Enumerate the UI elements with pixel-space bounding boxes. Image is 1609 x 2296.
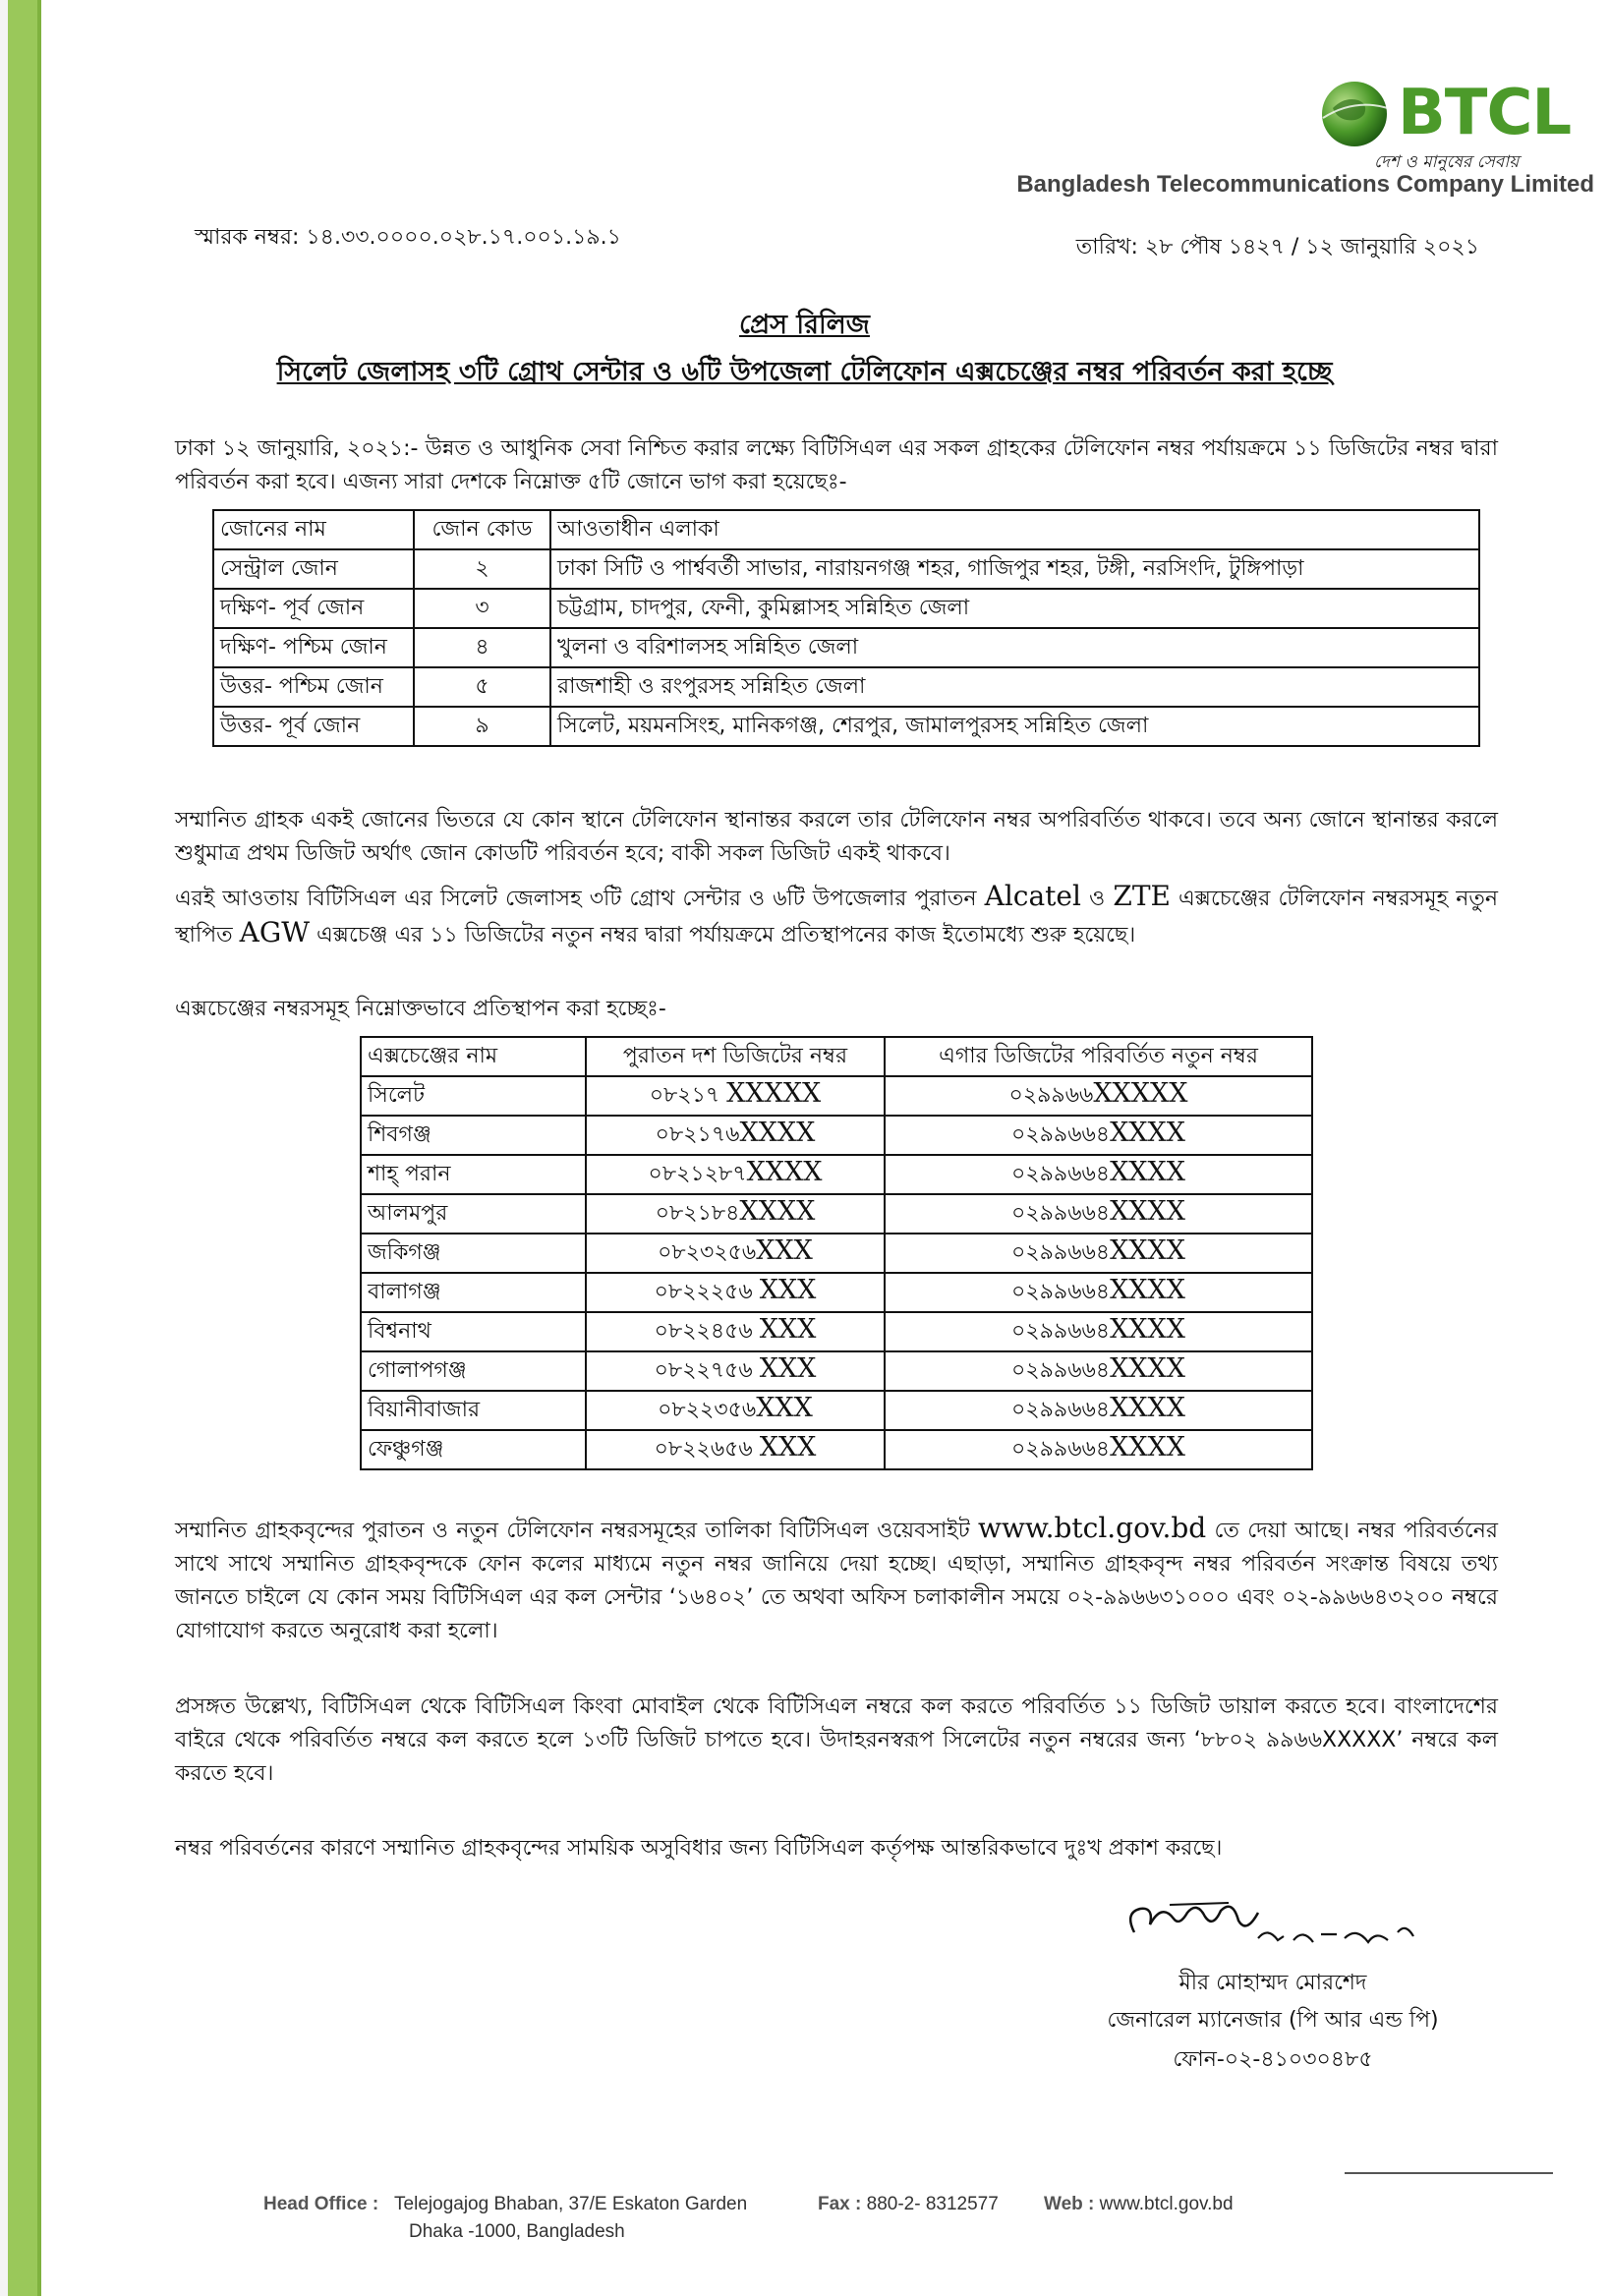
table-row (213, 667, 1479, 707)
new-mask: XXXX (1110, 1234, 1185, 1266)
old-mask: XXX (759, 1431, 817, 1463)
footer-web-link[interactable]: www.btcl.gov.bd (1099, 2194, 1234, 2214)
fax-number: 880-2- 8312577 (866, 2194, 999, 2214)
new-prefix: ০২৯৯৬৬৪ (1011, 1279, 1111, 1304)
dialing-paragraph: প্রসঙ্গত উল্লেখ্য, বিটিসিএল থেকে বিটিসিএল কিংবা মোবাইল থেকে বিটিসিএল নম্বরে কল করতে পরিবর্তিত ১১ ডিজিট ডায়াল করতে হবে। বাংলাদেশের বাইরে থেকে পরিবর্তিত নম্বরে কল করতে হলে ১৩টি ডিজিট চাপতে হবে। উদাহরনস্বরূপ সিলেটের নতুন নম্বরের জন্য ‘৮৮০২ ৯৯৬৬XXXXX’ নম্বরে কল করতে হবে। (175, 1694, 1498, 1786)
old-mask: XXX (756, 1234, 813, 1266)
new-number (885, 1234, 1312, 1273)
exchange-name: ফেঞ্চুগঞ্জ (361, 1430, 586, 1469)
zone-header-area: আওতাধীন এলাকা (550, 510, 1479, 549)
zone-name: দক্ষিণ- পশ্চিম জোন (213, 628, 414, 667)
new-number (885, 1116, 1312, 1155)
alcatel-label: Alcatel (984, 880, 1081, 912)
table-row (361, 1234, 1312, 1273)
handwritten-signature (1111, 1883, 1455, 1972)
new-prefix: ০২৯৯৬৬ (1008, 1082, 1094, 1108)
signatory-name: মীর মোহাম্মদ মোরশেদ (1178, 1971, 1367, 1995)
website-link[interactable]: www.btcl.gov.bd (977, 1512, 1207, 1544)
exchange-name: বিশ্বনাথ (361, 1312, 586, 1351)
new-number (885, 1273, 1312, 1312)
website-text-a: সম্মানিত গ্রাহকবৃন্দের পুরাতন ও নতুন টেলিফোন নম্বরসমূহের তালিকা বিটিসিএল ওয়েবসাইট (175, 1519, 978, 1543)
memo-reference: স্মারক নম্বর: ১৪.৩৩.০০০০.০২৮.১৭.০০১.১৯.১ (195, 225, 621, 250)
old-mask: XXX (759, 1274, 817, 1305)
replacement-text-b: ও (1080, 887, 1114, 911)
replacement-paragraph (175, 880, 1498, 952)
old-prefix: ০৮২২৭৫৬ (654, 1357, 760, 1383)
old-prefix: ০৮২৩২৫৬ (658, 1239, 757, 1265)
zte-label: ZTE (1113, 880, 1171, 912)
table-row (361, 1194, 1312, 1234)
old-prefix: ০৮২১৭ (649, 1082, 727, 1108)
old-number (586, 1155, 885, 1194)
replacement-text-d: এক্সচেঞ্জ এর ১১ ডিজিটের নতুন নম্বর দ্বারা পর্যায়ক্রমে প্রতিস্থাপনের কাজ ইতোমধ্যে শুরু হয়েছে। (310, 923, 1136, 947)
exchange-intro: এক্সচেঞ্জের নম্বরসমূহ নিম্নোক্তভাবে প্রতিস্থাপন করা হচ্ছেঃ- (175, 997, 666, 1021)
signatory-designation: জেনারেল ম্যানেজার (পি আর এন্ড পি) (1107, 2008, 1439, 2033)
exchange-name: বিয়ানীবাজার (361, 1391, 586, 1430)
intro-paragraph: ঢাকা ১২ জানুয়ারি, ২০২১:- উন্নত ও আধুনিক সেবা নিশ্চিত করার লক্ষ্যে বিটিসিএল এর সকল গ্রাহকের টেলিফোন নম্বর পর্যায়ক্রমে ১১ ডিজিটের নম্বর দ্বারা পরিবর্তন করা হবে। এজন্য সারা দেশকে নিম্নোক্ত ৫টি জোনে ভাগ করা হয়েছেঃ- (175, 436, 1498, 494)
zone-area: সিলেট, ময়মনসিংহ, মানিকগঞ্জ, শেরপুর, জামালপুরসহ সন্নিহিত জেলা (550, 707, 1479, 746)
zone-code: ৩ (414, 589, 550, 628)
old-number (586, 1194, 885, 1234)
old-number (586, 1312, 885, 1351)
old-prefix: ০৮২১২৮৭ (648, 1161, 747, 1186)
new-mask: XXXX (1110, 1274, 1185, 1305)
btcl-logo (1016, 57, 1594, 204)
old-prefix: ০৮২২৬৫৬ (654, 1436, 760, 1462)
table-row (213, 707, 1479, 746)
press-release-heading: প্রেস রিলিজ (739, 310, 870, 340)
zone-code: ৯ (414, 707, 550, 746)
zone-note-paragraph: সম্মানিত গ্রাহক একই জোনের ভিতরে যে কোন স্থানে টেলিফোন স্থানান্তর করলে তার টেলিফোন নম্বর অপরিবর্তিত থাকবে। তবে অন্য জোনে স্থানান্তর করলে শুধুমাত্র প্রথম ডিজিট অর্থাৎ জোন কোডটি পরিবর্তন হবে; বাকী সকল ডিজিট একই থাকবে। (175, 808, 1498, 866)
memo-date: তারিখ: ২৮ পৌষ ১৪২৭ / ১২ জানুয়ারি ২০২১ (1075, 235, 1479, 259)
new-mask: XXXX (1110, 1352, 1185, 1384)
brand-tagline: দেশ ও মানুষের সেবায় (1374, 152, 1520, 172)
exchange-table (360, 1036, 1313, 1470)
new-prefix: ০২৯৯৬৬৪ (1011, 1200, 1111, 1226)
old-mask: XXXX (746, 1156, 823, 1187)
old-prefix: ০৮২১৮৪ (655, 1200, 740, 1226)
table-row (361, 1155, 1312, 1194)
old-number (586, 1430, 885, 1469)
old-prefix: ০৮২২২৫৬ (654, 1279, 760, 1304)
new-number (885, 1351, 1312, 1391)
table-row (213, 589, 1479, 628)
new-prefix: ০২৯৯৬৬৪ (1011, 1357, 1111, 1383)
zone-table (212, 509, 1480, 747)
table-row (361, 1312, 1312, 1351)
new-prefix: ০২৯৯৬৬৪ (1011, 1161, 1111, 1186)
zone-name: উত্তর- পূর্ব জোন (213, 707, 414, 746)
zone-area: রাজশাহী ও রংপুরসহ সন্নিহিত জেলা (550, 667, 1479, 707)
old-mask: XXXX (739, 1117, 816, 1148)
old-mask: XXX (759, 1352, 817, 1384)
new-prefix: ০২৯৯৬৬৪ (1011, 1318, 1111, 1344)
zone-name: সেন্ট্রাল জোন (213, 549, 414, 589)
exchange-header-name: এক্সচেঞ্জের নাম (361, 1037, 586, 1076)
old-number (586, 1116, 885, 1155)
web-label: Web : (1044, 2194, 1095, 2214)
new-mask: XXXX (1110, 1156, 1185, 1187)
old-prefix: ০৮২১৭৬ (655, 1121, 740, 1147)
agw-label: AGW (239, 916, 311, 948)
globe-icon (1319, 79, 1390, 149)
new-number (885, 1194, 1312, 1234)
exchange-name: সিলেট (361, 1076, 586, 1116)
new-prefix: ০২৯৯৬৬৪ (1011, 1239, 1111, 1265)
footer-divider (1345, 2172, 1553, 2174)
table-row (361, 1351, 1312, 1391)
table-row (361, 1391, 1312, 1430)
zone-header-code: জোন কোড (414, 510, 550, 549)
new-prefix: ০২৯৯৬৬৪ (1011, 1436, 1111, 1462)
exchange-table-header (361, 1037, 1312, 1076)
old-prefix: ০৮২২৩৫৬ (658, 1397, 757, 1422)
old-mask: XXX (759, 1313, 817, 1345)
exchange-header-new: এগার ডিজিটের পরিবর্তিত নতুন নম্বর (885, 1037, 1312, 1076)
new-prefix: ০২৯৯৬৬৪ (1011, 1397, 1111, 1422)
zone-code: ৪ (414, 628, 550, 667)
old-number (586, 1391, 885, 1430)
table-row (213, 628, 1479, 667)
old-number (586, 1273, 885, 1312)
old-number (586, 1234, 885, 1273)
exchange-name: বালাগঞ্জ (361, 1273, 586, 1312)
table-row (361, 1273, 1312, 1312)
new-mask: XXXX (1110, 1392, 1185, 1423)
old-number (586, 1351, 885, 1391)
old-number (586, 1076, 885, 1116)
table-row (213, 549, 1479, 589)
footer-head-office (263, 2194, 747, 2215)
head-office-address-line2: Dhaka -1000, Bangladesh (409, 2221, 625, 2242)
replacement-text-c: এক্সচেঞ্জের টেলিফোন নম্বরসমূহ নতুন স্থাপিত (175, 887, 1498, 947)
website-text-b: তে দেয়া আছে। নম্বর পরিবর্তনের সাথে সাথে সম্মানিত গ্রাহকবৃন্দকে ফোন কলের মাধ্যমে নতুন নম্বর জানিয়ে দেয়া হচ্ছে। এছাড়া, সম্মানিত গ্রাহকবৃন্দ নম্বর পরিবর্তন সংক্রান্ত বিষয়ে তথ্য জানতে চাইলে যে কোন সময় বিটিসিএল এর কল সেন্টার ‘১৬৪০২’ তে অথবা অফিস চলাকালীন সময়ে ০২-৯৯৬৬৩১০০০ এবং ০২-৯৯৬৬৪৩২০০ নম্বরে যোগাযোগ করতে অনুরোধ করা হলো। (175, 1519, 1498, 1643)
exchange-name: গোলাপগঞ্জ (361, 1351, 586, 1391)
new-mask: XXXX (1110, 1195, 1185, 1227)
exchange-name: শাহ্ পরান (361, 1155, 586, 1194)
new-number (885, 1391, 1312, 1430)
apology-paragraph: নম্বর পরিবর্তনের কারণে সম্মানিত গ্রাহকবৃন্দের সাময়িক অসুবিধার জন্য বিটিসিএল কর্তৃপক্ষ আন্তরিকভাবে দুঃখ প্রকাশ করছে। (175, 1836, 1223, 1861)
table-row (361, 1430, 1312, 1469)
head-office-address: Telejogajog Bhaban, 37/E Eskaton Garden (394, 2194, 748, 2214)
replacement-text-a: এরই আওতায় বিটিসিএল এর সিলেট জেলাসহ ৩টি গ্রোথ সেন্টার ও ৬টি উপজেলার পুরাতন (175, 887, 985, 911)
zone-area: চট্টগ্রাম, চাদপুর, ফেনী, কুমিল্লাসহ সন্নিহিত জেলা (550, 589, 1479, 628)
signatory-phone: ফোন-০২-৪১০৩০৪৮৫ (1173, 2047, 1373, 2072)
new-mask: XXXX (1110, 1431, 1185, 1463)
zone-area: ঢাকা সিটি ও পার্শ্ববর্তী সাভার, নারায়নগঞ্জ শহর, গাজিপুর শহর, টঙ্গী, নরসিংদি, টুঙ্গিপাড়া (550, 549, 1479, 589)
new-number (885, 1155, 1312, 1194)
zone-code: ৫ (414, 667, 550, 707)
brand-name: BTCL (1398, 77, 1572, 149)
zone-table-header (213, 510, 1479, 549)
footer-web (1044, 2194, 1234, 2215)
new-prefix: ০২৯৯৬৬৪ (1011, 1121, 1111, 1147)
new-mask: XXXXX (1093, 1077, 1188, 1109)
old-mask: XXXXX (726, 1077, 822, 1109)
company-name: Bangladesh Telecommunications Company Limited (1016, 171, 1594, 198)
footer-fax (818, 2194, 999, 2215)
fax-label: Fax : (818, 2194, 862, 2214)
exchange-name: আলমপুর (361, 1194, 586, 1234)
table-row (361, 1076, 1312, 1116)
website-paragraph (175, 1512, 1498, 1648)
exchange-name: শিবগঞ্জ (361, 1116, 586, 1155)
old-mask: XXX (756, 1392, 813, 1423)
old-prefix: ০৮২২৪৫৬ (654, 1318, 760, 1344)
table-row (361, 1116, 1312, 1155)
press-release-subject: সিলেট জেলাসহ ৩টি গ্রোথ সেন্টার ও ৬টি উপজেলা টেলিফোন এক্সচেঞ্জের নম্বর পরিবর্তন করা হচ্ছে (276, 357, 1333, 387)
new-number (885, 1076, 1312, 1116)
zone-name: উত্তর- পশ্চিম জোন (213, 667, 414, 707)
new-mask: XXXX (1110, 1313, 1185, 1345)
exchange-name: জকিগঞ্জ (361, 1234, 586, 1273)
zone-area: খুলনা ও বরিশালসহ সন্নিহিত জেলা (550, 628, 1479, 667)
zone-code: ২ (414, 549, 550, 589)
new-mask: XXXX (1110, 1117, 1185, 1148)
old-mask: XXXX (739, 1195, 816, 1227)
exchange-header-old: পুরাতন দশ ডিজিটের নম্বর (586, 1037, 885, 1076)
new-number (885, 1430, 1312, 1469)
head-office-label: Head Office : (263, 2194, 379, 2214)
zone-name: দক্ষিণ- পূর্ব জোন (213, 589, 414, 628)
zone-header-name: জোনের নাম (213, 510, 414, 549)
new-number (885, 1312, 1312, 1351)
